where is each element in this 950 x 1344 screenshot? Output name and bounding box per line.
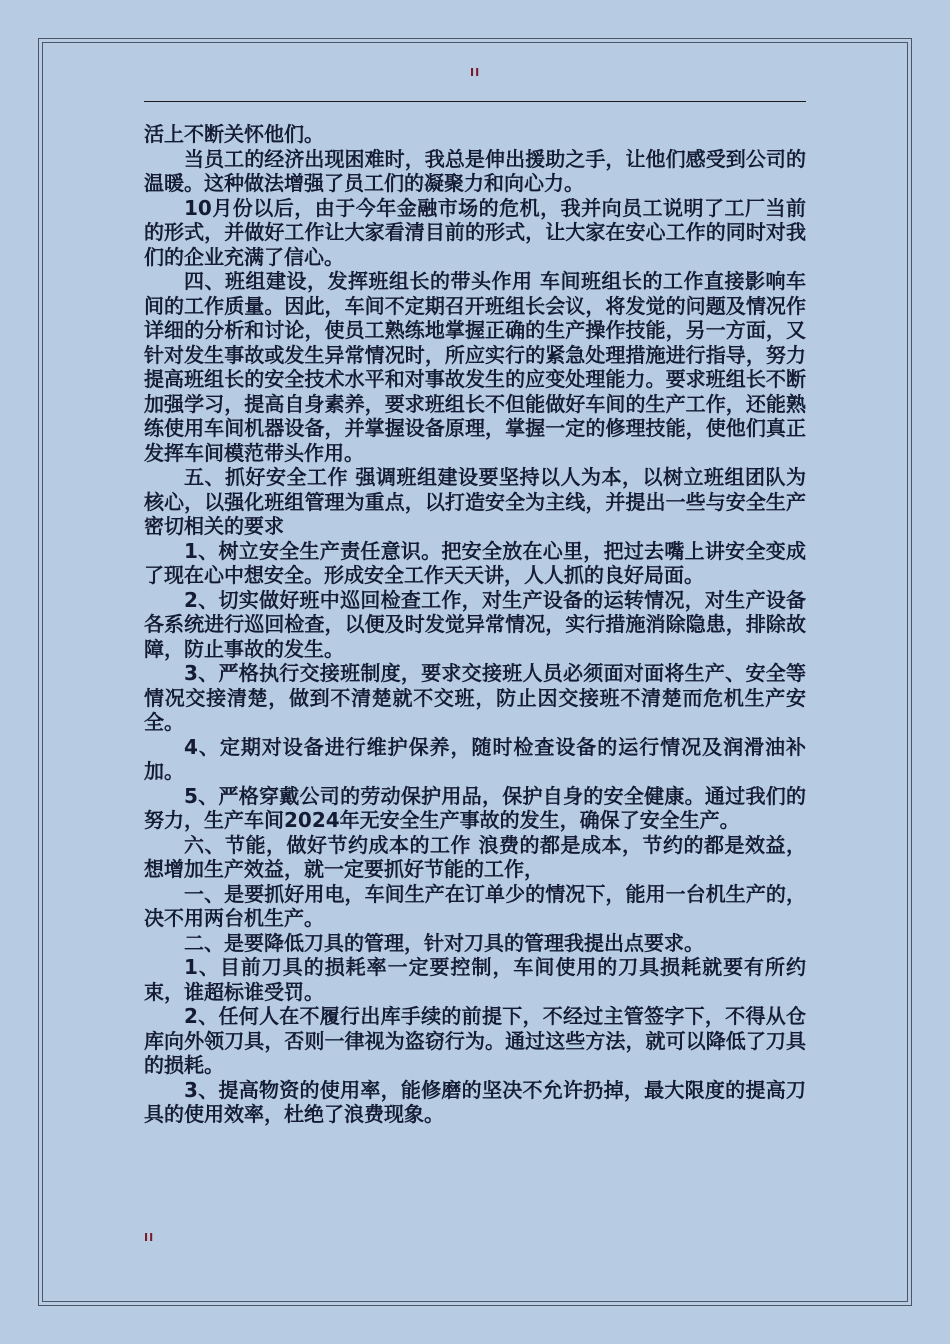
footer-mark: II <box>144 1231 155 1244</box>
list-item: 2、切实做好班中巡回检查工作，对生产设备的运转情况，对生产设备各系统进行巡回检查，以便及时发觉异常情况，实行措施消除隐患，排除故障，防止事故的发生。 <box>144 587 806 661</box>
header-mark: II <box>470 66 481 79</box>
paragraph: 10月份以后，由于今年金融市场的危机，我并向员工说明了工厂当前的形式，并做好工作让大家看清目前的形式，让大家在安心工作的同时对我们的企业充满了信心。 <box>144 195 806 269</box>
document-body <box>144 122 806 1127</box>
section-heading-paragraph: 五、抓好安全工作 强调班组建设要坚持以人为本，以树立班组团队为核心，以强化班组管理为重点，以打造安全为主线，并提出一些与安全生产密切相关的要求 <box>144 465 806 538</box>
paragraph-continuation: 活上不断关怀他们。 <box>144 122 324 146</box>
list-item: 一、是要抓好用电，车间生产在订单少的情况下，能用一台机生产的，决不用两台机生产。 <box>144 881 806 930</box>
paragraph: 当员工的经济出现困难时，我总是伸出援助之手，让他们感受到公司的温暖。这种做法增强了员工们的凝聚力和向心力。 <box>144 146 806 195</box>
list-item: 2、任何人在不履行出库手续的前提下，不经过主管签字下，不得从仓库向外领刀具，否则一律视为盗窃行为。通过这些方法，就可以降低了刀具的损耗。 <box>144 1004 806 1077</box>
section-heading-paragraph: 四、班组建设，发挥班组长的带头作用 车间班组长的工作直接影响车间的工作质量。因此，车间不定期召开班组长会议，将发觉的问题及情况作详细的分析和讨论，使员工熟练地掌握正确的生产操作技能，另一方面，又针对发生事故或发生异常情况时，所应实行的紧急处理措施进行指导，努力提高班组长的安全技术水平和对事故发生的应变处理能力。要求班组长不断加强学习，提高自身素养，要求班组长不但能做好车间的生产工作，还能熟练使用车间机器设备，并掌握设备原理，掌握一定的修理技能，使他们真正发挥车间模范带头作用。 <box>144 269 806 465</box>
list-item: 4、定期对设备进行维护保养，随时检查设备的运行情况及润滑油补加。 <box>144 734 806 783</box>
list-item: 3、提高物资的使用率，能修磨的坚决不允许扔掉，最大限度的提高刀具的使用效率，杜绝了浪费现象。 <box>144 1077 806 1126</box>
section-heading-paragraph: 六、节能，做好节约成本的工作 浪费的都是成本，节约的都是效益，想增加生产效益，就一定要抓好节能的工作， <box>144 832 806 881</box>
list-item: 1、目前刀具的损耗率一定要控制，车间使用的刀具损耗就要有所约束，谁超标谁受罚。 <box>144 955 806 1004</box>
list-item: 5、严格穿戴公司的劳动保护用品，保护自身的安全健康。通过我们的努力，生产车间2024年无安全生产事故的发生，确保了安全生产。 <box>144 783 806 832</box>
header-rule <box>144 101 806 102</box>
list-item: 1、树立安全生产责任意识。把安全放在心里，把过去嘴上讲安全变成了现在心中想安全。形成安全工作天天讲，人人抓的良好局面。 <box>144 538 806 587</box>
list-item: 3、严格执行交接班制度，要求交接班人员必须面对面将生产、安全等情况交接清楚，做到不清楚就不交班，防止因交接班不清楚而危机生产安全。 <box>144 661 806 734</box>
list-item: 二、是要降低刀具的管理，针对刀具的管理我提出点要求。 <box>184 930 704 955</box>
